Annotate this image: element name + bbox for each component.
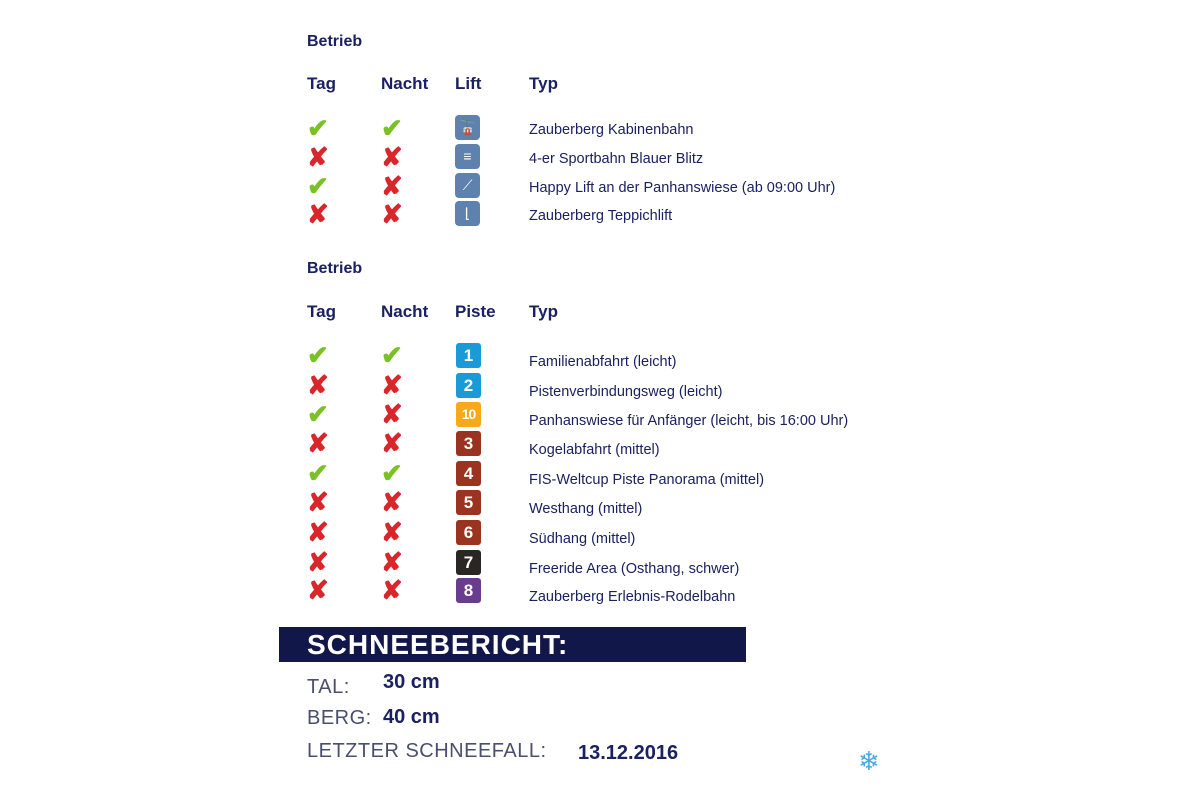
cross-icon: ✘ [381, 370, 403, 400]
piste-number-badge: 4 [456, 461, 481, 486]
piste-name: Familienabfahrt (leicht) [529, 354, 677, 370]
cross-icon: ✘ [307, 428, 329, 458]
carpet-lift-icon: ⌊ [455, 201, 480, 226]
cross-icon: ✘ [381, 142, 403, 172]
check-icon: ✔ [307, 171, 329, 201]
lift-header-lift: Lift [455, 74, 482, 93]
chairlift-icon: ≡ [455, 144, 480, 169]
cross-icon: ✘ [381, 399, 403, 429]
cross-icon: ✘ [307, 199, 329, 229]
piste-name: Panhanswiese für Anfänger (leicht, bis 16:00 Uhr) [529, 413, 849, 429]
check-icon: ✔ [307, 113, 329, 143]
gondola-icon: 🚡 [455, 115, 480, 140]
piste-number-badge: 3 [456, 431, 481, 456]
piste-number-badge: 1 [456, 343, 481, 368]
piste-name: FIS-Weltcup Piste Panorama (mittel) [529, 472, 765, 488]
piste-name: Kogelabfahrt (mittel) [529, 442, 660, 458]
piste-name: Zauberberg Erlebnis-Rodelbahn [529, 589, 736, 605]
last-snowfall-value: 13.12.2016 [578, 742, 679, 764]
piste-number-badge: 7 [456, 550, 481, 575]
lift-header-typ: Typ [529, 74, 558, 93]
cross-icon: ✘ [381, 487, 403, 517]
cross-icon: ✘ [307, 575, 329, 605]
piste-header-piste: Piste [455, 302, 496, 321]
lift-name: Zauberberg Teppichlift [529, 208, 673, 224]
piste-number-badge: 10 [456, 402, 481, 427]
cross-icon: ✘ [381, 428, 403, 458]
piste-header-typ: Typ [529, 302, 558, 321]
piste-number-badge: 8 [456, 578, 481, 603]
piste-header-nacht: Nacht [381, 302, 429, 321]
cross-icon: ✘ [307, 547, 329, 577]
lift-name: 4-er Sportbahn Blauer Blitz [529, 151, 704, 167]
piste-section-title: Betrieb [307, 260, 363, 277]
piste-number-badge: 6 [456, 520, 481, 545]
check-icon: ✔ [307, 458, 329, 488]
berg-label: BERG: [307, 707, 372, 729]
lift-header-nacht: Nacht [381, 74, 429, 93]
check-icon: ✔ [307, 399, 329, 429]
piste-header-tag: Tag [307, 302, 336, 321]
cross-icon: ✘ [381, 547, 403, 577]
check-icon: ✔ [381, 113, 403, 143]
last-snowfall-label: LETZTER SCHNEEFALL: [307, 740, 547, 762]
cross-icon: ✘ [307, 142, 329, 172]
cross-icon: ✘ [381, 575, 403, 605]
cross-icon: ✘ [307, 517, 329, 547]
piste-name: Westhang (mittel) [529, 501, 643, 517]
lift-name: Happy Lift an der Panhanswiese (ab 09:00 Uhr) [529, 180, 836, 196]
cross-icon: ✘ [307, 370, 329, 400]
berg-value: 40 cm [383, 706, 440, 728]
lift-name: Zauberberg Kabinenbahn [529, 122, 694, 138]
check-icon: ✔ [381, 340, 403, 370]
piste-number-badge: 5 [456, 490, 481, 515]
tal-label: TAL: [307, 676, 350, 698]
tbar-lift-icon: ⟋ [455, 173, 480, 198]
cross-icon: ✘ [307, 487, 329, 517]
tal-value: 30 cm [383, 671, 440, 693]
piste-name: Südhang (mittel) [529, 531, 636, 547]
cross-icon: ✘ [381, 171, 403, 201]
check-icon: ✔ [381, 458, 403, 488]
lift-section-title: Betrieb [307, 33, 363, 50]
lift-header-tag: Tag [307, 74, 336, 93]
piste-number-badge: 2 [456, 373, 481, 398]
piste-name: Freeride Area (Osthang, schwer) [529, 561, 740, 577]
cross-icon: ✘ [381, 199, 403, 229]
check-icon: ✔ [307, 340, 329, 370]
snowflake-icon: ❄ [858, 746, 880, 776]
piste-name: Pistenverbindungsweg (leicht) [529, 384, 723, 400]
snow-report-title: SCHNEEBERICHT: [279, 627, 746, 662]
cross-icon: ✘ [381, 517, 403, 547]
